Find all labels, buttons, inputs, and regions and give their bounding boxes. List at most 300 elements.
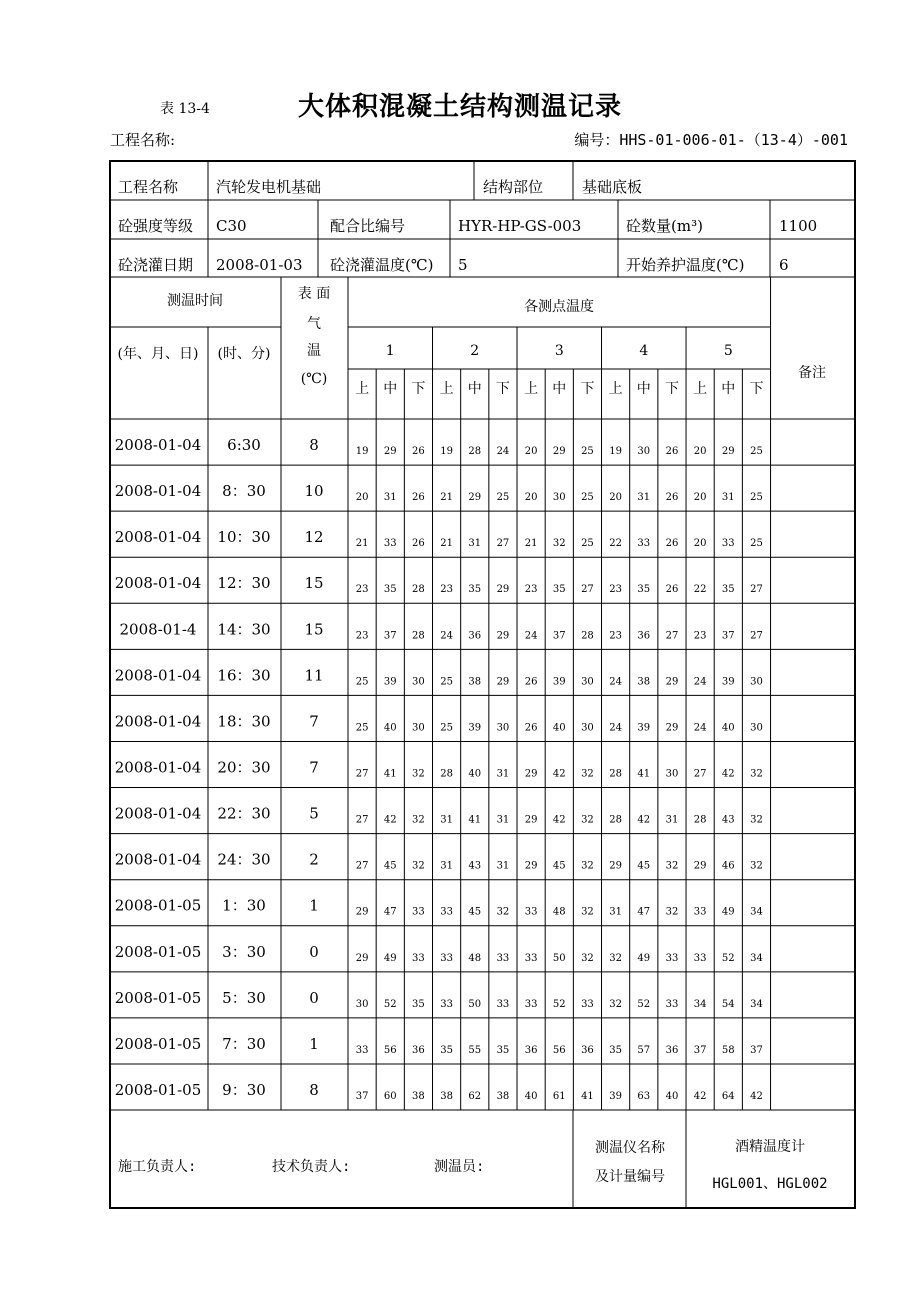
point-temp-cell: 28	[581, 630, 594, 642]
point-temp-cell: 49	[383, 952, 397, 964]
point-temp-cell: 31	[637, 492, 651, 504]
point-temp-cell: 28	[609, 768, 622, 780]
point-temp-cell: 33	[496, 998, 510, 1010]
point-temp-cell: 30	[355, 998, 369, 1010]
point-temp-cell: 19	[355, 446, 369, 457]
point-temp-cell: 34	[750, 952, 763, 964]
point-temp-cell: 41	[383, 768, 397, 780]
point-temp-cell: 40	[552, 722, 566, 734]
row-date: 2008-01-05	[114, 942, 202, 961]
info-value-pour-temp: 5	[458, 256, 468, 274]
point-temp-cell: 33	[524, 998, 538, 1010]
row-time: 9：30	[222, 1080, 266, 1099]
point-temp-cell: 20	[609, 492, 622, 504]
point-temp-cell: 54	[721, 998, 735, 1010]
point-temp-cell: 32	[581, 906, 594, 918]
point-temp-cell: 27	[750, 584, 763, 596]
point-temp-cell: 29	[383, 446, 397, 457]
point-temp-cell: 38	[440, 1090, 453, 1102]
point-temp-cell: 28	[412, 584, 425, 596]
point-temp-cell: 56	[383, 1044, 397, 1056]
sub-header: 下	[580, 381, 595, 397]
point-temp-cell: 33	[383, 538, 397, 550]
point-temp-cell: 27	[355, 768, 369, 780]
point-temp-cell: 29	[496, 676, 510, 688]
point-temp-cell: 39	[721, 676, 735, 688]
sub-header: 上	[355, 381, 370, 397]
point-temp-cell: 45	[637, 860, 651, 872]
point-temp-cell: 39	[552, 676, 566, 688]
point-temp-cell: 32	[609, 952, 622, 964]
table-row	[115, 666, 763, 687]
project-name-label: 工程名称:	[110, 131, 176, 149]
table-row	[115, 528, 763, 549]
point-temp-cell: 33	[496, 952, 510, 964]
footer-instrument-ids: HGL001、HGL002	[712, 1176, 828, 1192]
sub-header: 中	[721, 381, 736, 397]
row-air-temp: 15	[304, 620, 324, 639]
point-temp-cell: 22	[693, 584, 707, 596]
point-temp-cell: 31	[496, 768, 510, 780]
point-temp-cell: 58	[721, 1044, 735, 1056]
point-temp-cell: 55	[468, 1044, 482, 1056]
point-temp-cell: 57	[637, 1044, 651, 1056]
point-temp-cell: 36	[412, 1044, 425, 1056]
point-temp-cell: 32	[412, 814, 425, 826]
point-temp-cell: 33	[665, 952, 679, 964]
point-temp-cell: 24	[609, 676, 622, 688]
point-temp-cell: 28	[609, 814, 622, 826]
info-label-volume: 砼数量(m³)	[626, 217, 703, 235]
info-value-project: 汽轮发电机基础	[216, 178, 322, 196]
point-temp-cell: 49	[637, 952, 651, 964]
data-rows	[115, 436, 763, 1102]
point-temp-cell: 30	[665, 768, 679, 780]
header-time-col: (时、分)	[217, 346, 271, 362]
table-row	[115, 436, 763, 457]
point-temp-cell: 32	[665, 860, 679, 872]
point-temp-cell: 26	[665, 584, 679, 596]
point-temp-cell: 23	[609, 630, 622, 642]
point-temp-cell: 20	[693, 492, 707, 504]
point-temp-cell: 30	[637, 446, 651, 457]
footer-instrument-label-1: 测温仪名称	[595, 1140, 665, 1156]
header-points-label: 各测点温度	[524, 299, 594, 315]
point-temp-cell: 26	[524, 676, 538, 688]
header-air-temp-2: 气	[307, 316, 321, 332]
row-air-temp: 15	[304, 574, 324, 593]
footer-recorder: 测温员:	[434, 1159, 485, 1175]
point-temp-cell: 32	[750, 768, 763, 780]
point-temp-cell: 32	[750, 860, 763, 872]
point-temp-cell: 42	[721, 768, 735, 780]
row-time: 1：30	[222, 896, 266, 915]
point-temp-cell: 40	[665, 1090, 679, 1102]
point-temp-cell: 25	[750, 492, 763, 504]
point-temp-cell: 33	[355, 1044, 369, 1056]
point-temp-cell: 26	[412, 492, 425, 504]
point-temp-cell: 30	[750, 676, 763, 688]
point-temp-cell: 42	[383, 814, 397, 826]
point-temp-cell: 37	[355, 1090, 369, 1102]
point-temp-cell: 29	[496, 584, 510, 596]
point-temp-cell: 36	[524, 1044, 538, 1056]
point-temp-cell: 37	[383, 630, 397, 642]
point-temp-cell: 52	[383, 998, 397, 1010]
point-temp-cell: 31	[383, 492, 397, 504]
info-label-project: 工程名称	[118, 178, 179, 196]
point-temp-cell: 33	[693, 906, 707, 918]
point-temp-cell: 34	[750, 906, 763, 918]
row-date: 2008-01-05	[114, 1080, 202, 1099]
row-time: 8：30	[222, 482, 266, 501]
point-temp-cell: 64	[721, 1090, 735, 1102]
point-temp-cell: 52	[721, 952, 735, 964]
row-air-temp: 10	[304, 482, 324, 501]
point-temp-cell: 20	[524, 446, 538, 457]
point-temp-cell: 35	[412, 998, 425, 1010]
footer-technical-lead: 技术负责人:	[272, 1159, 351, 1175]
point-temp-cell: 33	[637, 538, 651, 550]
point-temp-cell: 32	[552, 538, 566, 550]
point-temp-cell: 38	[412, 1090, 425, 1102]
row-time: 5：30	[222, 988, 266, 1007]
point-temp-cell: 30	[552, 492, 566, 504]
info-label-mix-ratio: 配合比编号	[330, 217, 406, 235]
point-temp-cell: 63	[637, 1090, 651, 1102]
point-temp-cell: 33	[524, 906, 538, 918]
point-temp-cell: 31	[721, 492, 735, 504]
point-temp-cell: 28	[440, 768, 453, 780]
sub-header: 中	[552, 381, 567, 397]
point-temp-cell: 52	[552, 998, 566, 1010]
point-temp-cell: 23	[693, 630, 707, 642]
sub-header: 上	[693, 381, 708, 397]
point-temp-cell: 33	[721, 538, 735, 550]
point-temp-cell: 33	[581, 998, 594, 1010]
row-date: 2008-01-04	[114, 804, 202, 823]
point-temp-cell: 32	[581, 860, 594, 872]
point-temp-cell: 31	[440, 814, 453, 826]
point-temp-cell: 33	[440, 952, 453, 964]
point-temp-cell: 29	[524, 860, 538, 872]
point-temp-cell: 28	[468, 446, 482, 457]
row-time: 24：30	[217, 850, 271, 869]
point-temp-cell: 23	[440, 584, 453, 596]
point-temp-cell: 26	[665, 538, 679, 550]
point-temp-cell: 27	[665, 630, 679, 642]
point-temp-cell: 43	[721, 814, 735, 826]
point-headers	[355, 343, 763, 397]
point-temp-cell: 35	[721, 584, 735, 596]
point-temp-cell: 38	[468, 676, 482, 688]
point-temp-cell: 48	[552, 906, 566, 918]
row-time: 12：30	[217, 574, 271, 593]
info-value-volume: 1100	[779, 217, 818, 235]
point-temp-cell: 56	[552, 1044, 566, 1056]
row-time: 3：30	[222, 942, 266, 961]
point-temp-cell: 29	[468, 492, 482, 504]
info-value-strength-grade: C30	[216, 217, 247, 235]
row-date: 2008-01-05	[114, 988, 202, 1007]
point-temp-cell: 38	[496, 1090, 510, 1102]
point-temp-cell: 32	[581, 768, 594, 780]
point-temp-cell: 35	[496, 1044, 510, 1056]
info-value-structure-part: 基础底板	[582, 178, 643, 196]
table-row	[115, 1081, 763, 1102]
point-temp-cell: 31	[496, 814, 510, 826]
row-date: 2008-01-04	[114, 482, 202, 501]
row-air-temp: 1	[309, 896, 319, 915]
point-temp-cell: 25	[440, 676, 453, 688]
point-temp-cell: 42	[637, 814, 651, 826]
point-temp-cell: 30	[412, 722, 425, 734]
point-temp-cell: 25	[581, 538, 594, 550]
header-air-temp-1: 表 面	[297, 286, 331, 302]
row-air-temp: 8	[309, 436, 319, 454]
point-temp-cell: 34	[693, 998, 707, 1010]
point-temp-cell: 29	[693, 860, 707, 872]
point-temp-cell: 21	[440, 538, 453, 550]
point-temp-cell: 34	[750, 998, 763, 1010]
point-temp-cell: 39	[468, 722, 482, 734]
point-temp-cell: 39	[609, 1090, 622, 1102]
point-temp-cell: 47	[383, 906, 397, 918]
point-temp-cell: 37	[693, 1044, 707, 1056]
point-temp-cell: 37	[721, 630, 735, 642]
row-date: 2008-01-04	[114, 528, 202, 547]
row-air-temp: 12	[304, 528, 324, 547]
row-time: 10：30	[217, 528, 271, 547]
document-serial: 编号：HHS-01-006-01-（13-4）-001	[574, 131, 848, 149]
point-header-1: 1	[385, 343, 395, 359]
table-row	[115, 482, 763, 503]
table-row	[115, 712, 763, 733]
table-row	[115, 851, 763, 872]
table-row	[115, 805, 763, 826]
info-label-structure-part: 结构部位	[483, 178, 544, 196]
point-temp-cell: 19	[440, 446, 453, 457]
point-temp-cell: 19	[609, 446, 622, 457]
point-temp-cell: 40	[721, 722, 735, 734]
header-date-col: (年、月、日)	[117, 346, 199, 362]
table-row	[115, 758, 763, 779]
row-time: 18：30	[217, 712, 271, 731]
point-temp-cell: 29	[552, 446, 566, 457]
form-code: 表 13-4	[160, 101, 210, 117]
point-temp-cell: 26	[412, 538, 425, 550]
point-temp-cell: 46	[721, 860, 735, 872]
info-label-pour-temp: 砼浇灌温度(℃)	[330, 256, 434, 274]
point-temp-cell: 33	[412, 952, 425, 964]
point-temp-cell: 30	[412, 676, 425, 688]
point-temp-cell: 30	[581, 676, 594, 688]
row-time: 16：30	[217, 666, 271, 685]
point-temp-cell: 27	[750, 630, 763, 642]
point-temp-cell: 31	[468, 538, 482, 550]
point-temp-cell: 36	[637, 630, 651, 642]
point-temp-cell: 36	[665, 1044, 679, 1056]
row-date: 2008-01-04	[114, 574, 202, 593]
point-temp-cell: 32	[496, 906, 510, 918]
point-temp-cell: 33	[665, 998, 679, 1010]
point-temp-cell: 31	[440, 860, 453, 872]
table-row	[115, 989, 763, 1010]
point-header-4: 4	[639, 343, 649, 359]
point-temp-cell: 41	[637, 768, 651, 780]
row-date: 2008-01-05	[114, 896, 202, 915]
row-date: 2008-01-04	[114, 712, 202, 731]
sub-header: 中	[636, 381, 651, 397]
point-temp-cell: 41	[468, 814, 482, 826]
point-temp-cell: 32	[412, 860, 425, 872]
point-temp-cell: 30	[750, 722, 763, 734]
row-air-temp: 2	[309, 850, 319, 869]
point-temp-cell: 61	[552, 1090, 566, 1102]
point-temp-cell: 42	[552, 768, 566, 780]
point-temp-cell: 42	[750, 1090, 763, 1102]
point-temp-cell: 23	[609, 584, 622, 596]
row-date: 2008-01-4	[119, 620, 197, 639]
point-temp-cell: 25	[750, 446, 763, 457]
point-temp-cell: 60	[383, 1090, 397, 1102]
footer-instrument-name: 酒精温度计	[735, 1139, 805, 1155]
point-temp-cell: 30	[581, 722, 594, 734]
row-air-temp: 1	[309, 1034, 319, 1053]
point-temp-cell: 38	[637, 676, 651, 688]
row-date: 2008-01-04	[114, 436, 202, 454]
point-temp-cell: 29	[665, 722, 679, 734]
info-value-curing-temp: 6	[779, 256, 789, 274]
point-temp-cell: 24	[524, 630, 538, 642]
row-time: 14：30	[217, 620, 271, 639]
point-temp-cell: 33	[412, 906, 425, 918]
point-temp-cell: 32	[581, 814, 594, 826]
point-temp-cell: 36	[581, 1044, 594, 1056]
point-temp-cell: 45	[383, 860, 397, 872]
point-temp-cell: 23	[355, 584, 369, 596]
row-date: 2008-01-04	[114, 666, 202, 685]
point-temp-cell: 31	[609, 906, 622, 918]
info-value-pour-date: 2008-01-03	[216, 256, 303, 274]
sub-header: 下	[749, 381, 764, 397]
point-temp-cell: 20	[693, 446, 707, 457]
row-air-temp: 5	[309, 804, 319, 823]
point-temp-cell: 21	[440, 492, 453, 504]
point-temp-cell: 26	[665, 492, 679, 504]
point-temp-cell: 33	[440, 998, 453, 1010]
point-temp-cell: 30	[496, 722, 510, 734]
point-temp-cell: 28	[693, 814, 707, 826]
point-temp-cell: 40	[524, 1090, 538, 1102]
info-value-mix-ratio: HYR-HP-GS-003	[458, 217, 582, 235]
table-row	[115, 897, 763, 918]
footer-construction-lead: 施工负责人:	[118, 1159, 197, 1175]
point-temp-cell: 29	[721, 446, 735, 457]
sub-header: 下	[664, 381, 679, 397]
point-temp-cell: 42	[693, 1090, 707, 1102]
row-air-temp: 8	[309, 1080, 319, 1099]
point-temp-cell: 50	[552, 952, 566, 964]
point-temp-cell: 25	[581, 492, 594, 504]
table-row	[120, 620, 763, 641]
point-temp-cell: 39	[383, 676, 397, 688]
point-temp-cell: 35	[468, 584, 482, 596]
point-temp-cell: 33	[693, 952, 707, 964]
point-temp-cell: 27	[693, 768, 707, 780]
sub-header: 上	[439, 381, 454, 397]
point-temp-cell: 37	[552, 630, 566, 642]
page-title: 大体积混凝土结构测温记录	[297, 92, 622, 122]
point-temp-cell: 24	[496, 446, 510, 457]
point-temp-cell: 31	[496, 860, 510, 872]
point-temp-cell: 23	[524, 584, 538, 596]
row-time: 22：30	[217, 804, 271, 823]
point-temp-cell: 50	[468, 998, 482, 1010]
point-temp-cell: 31	[665, 814, 679, 826]
point-temp-cell: 40	[383, 722, 397, 734]
point-temp-cell: 49	[721, 906, 735, 918]
point-temp-cell: 32	[665, 906, 679, 918]
point-temp-cell: 27	[355, 860, 369, 872]
point-temp-cell: 45	[468, 906, 482, 918]
point-temp-cell: 32	[581, 952, 594, 964]
point-temp-cell: 45	[552, 860, 566, 872]
point-temp-cell: 29	[609, 860, 622, 872]
point-temp-cell: 20	[693, 538, 707, 550]
point-temp-cell: 41	[581, 1090, 594, 1102]
point-temp-cell: 35	[637, 584, 651, 596]
point-temp-cell: 29	[496, 630, 510, 642]
header-air-temp-4: (℃)	[300, 371, 328, 387]
row-air-temp: 11	[304, 666, 324, 685]
point-temp-cell: 29	[524, 814, 538, 826]
point-temp-cell: 25	[750, 538, 763, 550]
point-temp-cell: 33	[524, 952, 538, 964]
point-temp-cell: 20	[355, 492, 369, 504]
point-temp-cell: 24	[693, 722, 707, 734]
point-temp-cell: 29	[524, 768, 538, 780]
point-temp-cell: 29	[355, 906, 369, 918]
point-temp-cell: 32	[609, 998, 622, 1010]
point-temp-cell: 24	[609, 722, 622, 734]
point-temp-cell: 25	[496, 492, 510, 504]
sub-header: 下	[411, 381, 426, 397]
point-temp-cell: 33	[440, 906, 453, 918]
table-row	[115, 943, 763, 964]
point-temp-cell: 27	[581, 584, 594, 596]
point-temp-cell: 22	[609, 538, 622, 550]
point-temp-cell: 26	[524, 722, 538, 734]
sub-header: 中	[467, 381, 482, 397]
row-air-temp: 7	[309, 758, 319, 777]
point-temp-cell: 48	[468, 952, 482, 964]
point-temp-cell: 39	[637, 722, 651, 734]
table-row	[115, 1035, 763, 1056]
point-temp-cell: 25	[440, 722, 453, 734]
point-temp-cell: 35	[383, 584, 397, 596]
point-temp-cell: 29	[665, 676, 679, 688]
row-date: 2008-01-04	[114, 758, 202, 777]
point-temp-cell: 40	[468, 768, 482, 780]
point-temp-cell: 26	[665, 446, 679, 457]
sub-header: 上	[524, 381, 539, 397]
sub-header: 中	[383, 381, 398, 397]
row-air-temp: 7	[309, 712, 319, 731]
info-label-strength-grade: 砼强度等级	[118, 217, 194, 235]
point-temp-cell: 28	[412, 630, 425, 642]
point-temp-cell: 43	[468, 860, 482, 872]
